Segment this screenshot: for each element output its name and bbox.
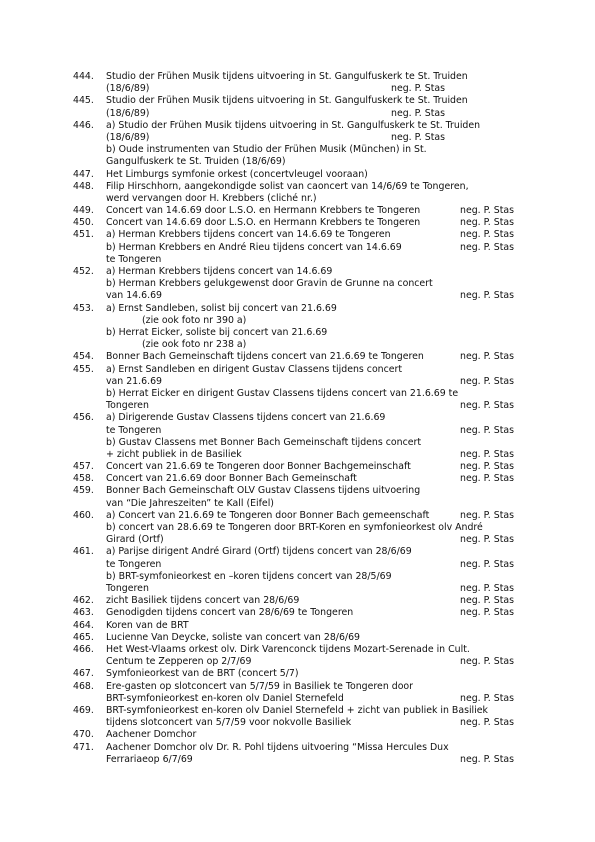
entry-line-text: BRT-symfonieorkest en-koren olv Daniel Sternefeld bbox=[106, 692, 344, 704]
entry-line bbox=[106, 644, 528, 656]
list-item bbox=[73, 510, 528, 547]
entry-line-text: Het West-Vlaams orkest olv. Dirk Varenconck tijdens Mozart-Serenade in Cult. bbox=[106, 643, 470, 655]
entry-line-text: Lucienne Van Deycke, soliste van concert van 28/6/69 bbox=[106, 631, 360, 643]
entry-line-text: Genodigden tijdens concert van 28/6/69 te Tongeren bbox=[106, 607, 354, 619]
negative-credit: neg. P. Stas bbox=[460, 241, 515, 253]
entry-description bbox=[106, 546, 528, 595]
entry-line-text: van 14.6.69 bbox=[106, 290, 162, 302]
entry-line-text: b) Herman Krebbers en André Rieu tijdens concert van 14.6.69 bbox=[106, 241, 402, 253]
entry-line-text: Filip Hirschhorn, aangekondigde solist van caoncert van 14/6/69 te Tongeren, bbox=[106, 180, 469, 192]
list-item bbox=[73, 632, 528, 644]
entry-line-text: te Tongeren bbox=[106, 424, 162, 436]
entry-line-text: a) Herman Krebbers tijdens concert van 14.6.69 te Tongeren bbox=[106, 229, 391, 241]
list-item bbox=[73, 705, 528, 729]
entry-number: 448. bbox=[73, 180, 94, 192]
entry-number: 446. bbox=[73, 119, 94, 131]
entry-line bbox=[106, 620, 528, 632]
entry-line bbox=[106, 266, 528, 278]
entry-number: 450. bbox=[73, 217, 94, 229]
entry-description bbox=[106, 351, 528, 363]
negative-credit: neg. P. Stas bbox=[460, 448, 515, 460]
entry-line-text: (zie ook foto nr 390 a) bbox=[142, 314, 247, 326]
negative-credit: neg. P. Stas bbox=[391, 83, 446, 95]
list-item bbox=[73, 607, 528, 619]
entry-number: 460. bbox=[73, 509, 94, 521]
entry-line-text: Aachener Domchor olv Dr. R. Pohl tijdens uitvoering “Missa Hercules Dux bbox=[106, 741, 449, 753]
entry-description bbox=[106, 595, 528, 607]
entry-description bbox=[106, 742, 528, 766]
entry-line-text: Concert van 21.6.69 door Bonner Bach Gemeinschaft bbox=[106, 473, 357, 485]
entry-description bbox=[106, 229, 528, 266]
entry-number: 459. bbox=[73, 485, 94, 497]
entry-line-text: b) Herman Krebbers gelukgewenst door Gravin de Grunne na concert bbox=[106, 278, 433, 290]
entry-line bbox=[106, 461, 528, 473]
entry-line-text: + zicht publiek in de Basiliek bbox=[106, 448, 242, 460]
entry-line-text: (18/6/89) bbox=[106, 83, 150, 95]
entry-number: 462. bbox=[73, 595, 94, 607]
entry-description bbox=[106, 303, 528, 352]
list-item bbox=[73, 668, 528, 680]
negative-credit: neg. P. Stas bbox=[460, 656, 515, 668]
entry-line-text: a) Concert van 21.6.69 te Tongeren door Bonner Bach gemeenschaft bbox=[106, 509, 430, 521]
entry-number: 445. bbox=[73, 95, 94, 107]
entry-line bbox=[106, 71, 528, 83]
entry-line bbox=[106, 510, 528, 522]
negative-credit: neg. P. Stas bbox=[460, 461, 515, 473]
entry-description bbox=[106, 120, 528, 169]
entry-line-text: b) Herrat Eicker en dirigent Gustav Classens tijdens concert van 21.6.69 te bbox=[106, 387, 459, 399]
entry-line-text: a) Parijse dirigent André Girard (Ortf) tijdens concert van 28/6/69 bbox=[106, 546, 412, 558]
entry-line-text: te Tongeren bbox=[106, 253, 162, 265]
entry-line bbox=[106, 327, 528, 339]
entry-description bbox=[106, 217, 528, 229]
entry-line bbox=[106, 607, 528, 619]
list-item bbox=[73, 620, 528, 632]
list-item bbox=[73, 181, 528, 205]
entry-line-text: a) Dirigerende Gustav Classens tijdens concert van 21.6.69 bbox=[106, 412, 386, 424]
entry-line bbox=[106, 595, 528, 607]
entry-line bbox=[106, 583, 528, 595]
entry-description bbox=[106, 71, 528, 95]
entry-description bbox=[106, 632, 528, 644]
entry-description bbox=[106, 95, 528, 119]
entry-line-text: Koren van de BRT bbox=[106, 619, 189, 631]
negative-credit: neg. P. Stas bbox=[460, 534, 515, 546]
entry-line bbox=[106, 656, 528, 668]
entry-number: 449. bbox=[73, 205, 94, 217]
entry-line-text: a) Ernst Sandleben en dirigent Gustav Classens tijdens concert bbox=[106, 363, 403, 375]
entry-description bbox=[106, 644, 528, 668]
entry-line bbox=[106, 242, 528, 254]
entry-description bbox=[106, 412, 528, 461]
entry-line bbox=[106, 156, 528, 168]
list-item bbox=[73, 71, 528, 95]
entry-line bbox=[106, 315, 528, 327]
entry-number: 470. bbox=[73, 729, 94, 741]
entry-line-text: Girard (Ortf) bbox=[106, 534, 164, 546]
entry-line-text: te Tongeren bbox=[106, 558, 162, 570]
entry-description bbox=[106, 607, 528, 619]
entry-line-text: Centum te Zepperen op 2/7/69 bbox=[106, 656, 252, 668]
list-item bbox=[73, 473, 528, 485]
negative-credit: neg. P. Stas bbox=[460, 351, 515, 363]
entry-list bbox=[73, 71, 528, 766]
entry-line bbox=[106, 95, 528, 107]
entry-number: 444. bbox=[73, 71, 94, 82]
entry-line bbox=[106, 181, 528, 193]
entry-description bbox=[106, 668, 528, 680]
list-item bbox=[73, 595, 528, 607]
negative-credit: neg. P. Stas bbox=[460, 290, 515, 302]
entry-line bbox=[106, 144, 528, 156]
entry-line-text: zicht Basiliek tijdens concert van 28/6/69 bbox=[106, 595, 300, 607]
entry-line-text: Gangulfuskerk te St. Truiden (18/6/69) bbox=[106, 156, 286, 168]
entry-line-text: Tongeren bbox=[106, 400, 149, 412]
list-item bbox=[73, 351, 528, 363]
entry-line bbox=[106, 534, 528, 546]
entry-line bbox=[106, 120, 528, 132]
entry-number: 466. bbox=[73, 643, 94, 655]
entry-line bbox=[106, 449, 528, 461]
entry-line bbox=[106, 681, 528, 693]
negative-credit: neg. P. Stas bbox=[460, 692, 515, 704]
entry-line-text: Het Limburgs symfonie orkest (concertvleugel vooraan) bbox=[106, 168, 368, 180]
entry-line bbox=[106, 522, 528, 534]
entry-line bbox=[106, 351, 528, 363]
entry-line bbox=[106, 376, 528, 388]
entry-description bbox=[106, 473, 528, 485]
negative-credit: neg. P. Stas bbox=[460, 205, 515, 217]
entry-line bbox=[106, 742, 528, 754]
entry-description bbox=[106, 266, 528, 303]
list-item bbox=[73, 644, 528, 668]
negative-credit: neg. P. Stas bbox=[460, 509, 515, 521]
entry-line-text: b) Oude instrumenten van Studio der Frühen Musik (München) in St. bbox=[106, 144, 427, 156]
entry-number: 464. bbox=[73, 619, 94, 631]
entry-line bbox=[106, 717, 528, 729]
entry-line bbox=[106, 364, 528, 376]
entry-line bbox=[106, 571, 528, 583]
entry-description bbox=[106, 705, 528, 729]
list-item bbox=[73, 681, 528, 705]
entry-line-text: Concert van 14.6.69 door L.S.O. en Hermann Krebbers te Tongeren bbox=[106, 205, 421, 217]
list-item bbox=[73, 303, 528, 352]
entry-number: 455. bbox=[73, 363, 94, 375]
entry-line bbox=[106, 303, 528, 315]
entry-line-text: Ferrariaeop 6/7/69 bbox=[106, 753, 193, 765]
entry-line-text: b) Gustav Classens met Bonner Bach Gemeinschaft tijdens concert bbox=[106, 436, 422, 448]
list-item bbox=[73, 364, 528, 413]
entry-number: 469. bbox=[73, 704, 94, 716]
entry-number: 447. bbox=[73, 168, 94, 180]
list-item bbox=[73, 412, 528, 461]
list-item bbox=[73, 217, 528, 229]
entry-line bbox=[106, 668, 528, 680]
list-item bbox=[73, 229, 528, 266]
entry-line bbox=[106, 485, 528, 497]
entry-line-text: Ere-gasten op slotconcert van 5/7/59 in Basiliek te Tongeren door bbox=[106, 680, 414, 692]
entry-number: 451. bbox=[73, 229, 94, 241]
entry-description bbox=[106, 485, 528, 509]
entry-line bbox=[106, 193, 528, 205]
entry-number: 457. bbox=[73, 461, 94, 473]
list-item bbox=[73, 95, 528, 119]
negative-credit: neg. P. Stas bbox=[460, 558, 515, 570]
entry-line bbox=[106, 693, 528, 705]
negative-credit: neg. P. Stas bbox=[391, 131, 446, 143]
list-item bbox=[73, 266, 528, 303]
entry-line-text: (zie ook foto nr 238 a) bbox=[142, 339, 247, 351]
entry-line-text: (18/6/89) bbox=[106, 131, 150, 143]
entry-number: 456. bbox=[73, 412, 94, 424]
entry-line bbox=[106, 290, 528, 302]
entry-line-text: BRT-symfonieorkest en-koren olv Daniel Sternefeld + zicht van publiek in Basiliek bbox=[106, 704, 488, 716]
entry-line bbox=[106, 412, 528, 424]
list-item bbox=[73, 729, 528, 741]
entry-line bbox=[106, 705, 528, 717]
entry-line-text: Concert van 14.6.69 door L.S.O. en Hermann Krebbers te Tongeren bbox=[106, 217, 421, 229]
entry-number: 467. bbox=[73, 668, 94, 680]
entry-description bbox=[106, 510, 528, 547]
entry-line-text: Tongeren bbox=[106, 582, 149, 594]
entry-description bbox=[106, 205, 528, 217]
negative-credit: neg. P. Stas bbox=[460, 217, 515, 229]
negative-credit: neg. P. Stas bbox=[460, 424, 515, 436]
entry-line-text: Bonner Bach Gemeinschaft OLV Gustav Classens tijdens uitvoering bbox=[106, 485, 421, 497]
list-item bbox=[73, 205, 528, 217]
entry-line bbox=[106, 254, 528, 266]
entry-number: 461. bbox=[73, 546, 94, 558]
entry-line bbox=[106, 388, 528, 400]
entry-line-text: Bonner Bach Gemeinschaft tijdens concert van 21.6.69 te Tongeren bbox=[106, 351, 424, 363]
negative-credit: neg. P. Stas bbox=[460, 717, 515, 729]
entry-line-text: Concert van 21.6.69 te Tongeren door Bonner Bachgemeinschaft bbox=[106, 461, 411, 473]
list-item bbox=[73, 169, 528, 181]
entry-line bbox=[106, 437, 528, 449]
entry-line-text: van 21.6.69 bbox=[106, 375, 162, 387]
entry-line-text: a) Studio der Frühen Musik tijdens uitvoering in St. Gangulfuskerk te St. Truiden bbox=[106, 119, 481, 131]
entry-line-text: van “Die Jahreszeiten” te Kall (Eifel) bbox=[106, 497, 274, 509]
entry-number: 458. bbox=[73, 473, 94, 485]
entry-line bbox=[106, 132, 528, 144]
negative-credit: neg. P. Stas bbox=[460, 375, 515, 387]
entry-line bbox=[106, 473, 528, 485]
entry-line-text: werd vervangen door H. Krebbers (cliché nr.) bbox=[106, 192, 317, 204]
list-item bbox=[73, 120, 528, 169]
entry-line bbox=[106, 108, 528, 120]
entry-number: 468. bbox=[73, 680, 94, 692]
entry-line-text: a) Ernst Sandleben, solist bij concert van 21.6.69 bbox=[106, 302, 337, 314]
entry-line-text: Studio der Frühen Musik tijdens uitvoering in St. Gangulfuskerk te St. Truiden bbox=[106, 95, 468, 107]
negative-credit: neg. P. Stas bbox=[460, 582, 515, 594]
entry-line bbox=[106, 559, 528, 571]
entry-line bbox=[106, 546, 528, 558]
entry-line bbox=[106, 83, 528, 95]
entry-line bbox=[106, 205, 528, 217]
entry-description bbox=[106, 620, 528, 632]
negative-credit: neg. P. Stas bbox=[460, 229, 515, 241]
entry-line bbox=[106, 217, 528, 229]
entry-line bbox=[106, 278, 528, 290]
entry-line-text: Studio der Frühen Musik tijdens uitvoering in St. Gangulfuskerk te St. Truiden bbox=[106, 71, 468, 82]
negative-credit: neg. P. Stas bbox=[460, 473, 515, 485]
entry-number: 454. bbox=[73, 351, 94, 363]
entry-number: 453. bbox=[73, 302, 94, 314]
entry-line bbox=[106, 729, 528, 741]
list-item bbox=[73, 742, 528, 766]
entry-line bbox=[106, 339, 528, 351]
entry-number: 452. bbox=[73, 266, 94, 278]
entry-description bbox=[106, 461, 528, 473]
entry-line-text: b) Herrat Eicker, soliste bij concert van 21.6.69 bbox=[106, 326, 328, 338]
list-item bbox=[73, 461, 528, 473]
negative-credit: neg. P. Stas bbox=[460, 607, 515, 619]
entry-description bbox=[106, 181, 528, 205]
entry-description bbox=[106, 729, 528, 741]
entry-line-text: tijdens slotconcert van 5/7/59 voor nokvolle Basiliek bbox=[106, 717, 352, 729]
entry-description bbox=[106, 364, 528, 413]
negative-credit: neg. P. Stas bbox=[460, 753, 515, 765]
entry-line-text: Aachener Domchor bbox=[106, 729, 197, 741]
entry-description bbox=[106, 169, 528, 181]
entry-line bbox=[106, 632, 528, 644]
entry-line bbox=[106, 425, 528, 437]
entry-line bbox=[106, 498, 528, 510]
entry-line bbox=[106, 400, 528, 412]
entry-line bbox=[106, 169, 528, 181]
entry-number: 465. bbox=[73, 631, 94, 643]
entry-line bbox=[106, 754, 528, 766]
entry-line-text: b) concert van 28.6.69 te Tongeren door BRT-Koren en symfonieorkest olv André bbox=[106, 522, 483, 534]
negative-credit: neg. P. Stas bbox=[391, 107, 446, 119]
entry-description bbox=[106, 681, 528, 705]
negative-credit: neg. P. Stas bbox=[460, 595, 515, 607]
entry-line-text: (18/6/89) bbox=[106, 107, 150, 119]
list-item bbox=[73, 546, 528, 595]
entry-line-text: Symfonieorkest van de BRT (concert 5/7) bbox=[106, 668, 299, 680]
entry-number: 471. bbox=[73, 741, 94, 753]
entry-line-text: a) Herman Krebbers tijdens concert van 14.6.69 bbox=[106, 266, 333, 278]
list-item bbox=[73, 485, 528, 509]
entry-number: 463. bbox=[73, 607, 94, 619]
negative-credit: neg. P. Stas bbox=[460, 400, 515, 412]
entry-line bbox=[106, 229, 528, 241]
entry-line-text: b) BRT-symfonieorkest en –koren tijdens concert van 28/5/69 bbox=[106, 570, 392, 582]
